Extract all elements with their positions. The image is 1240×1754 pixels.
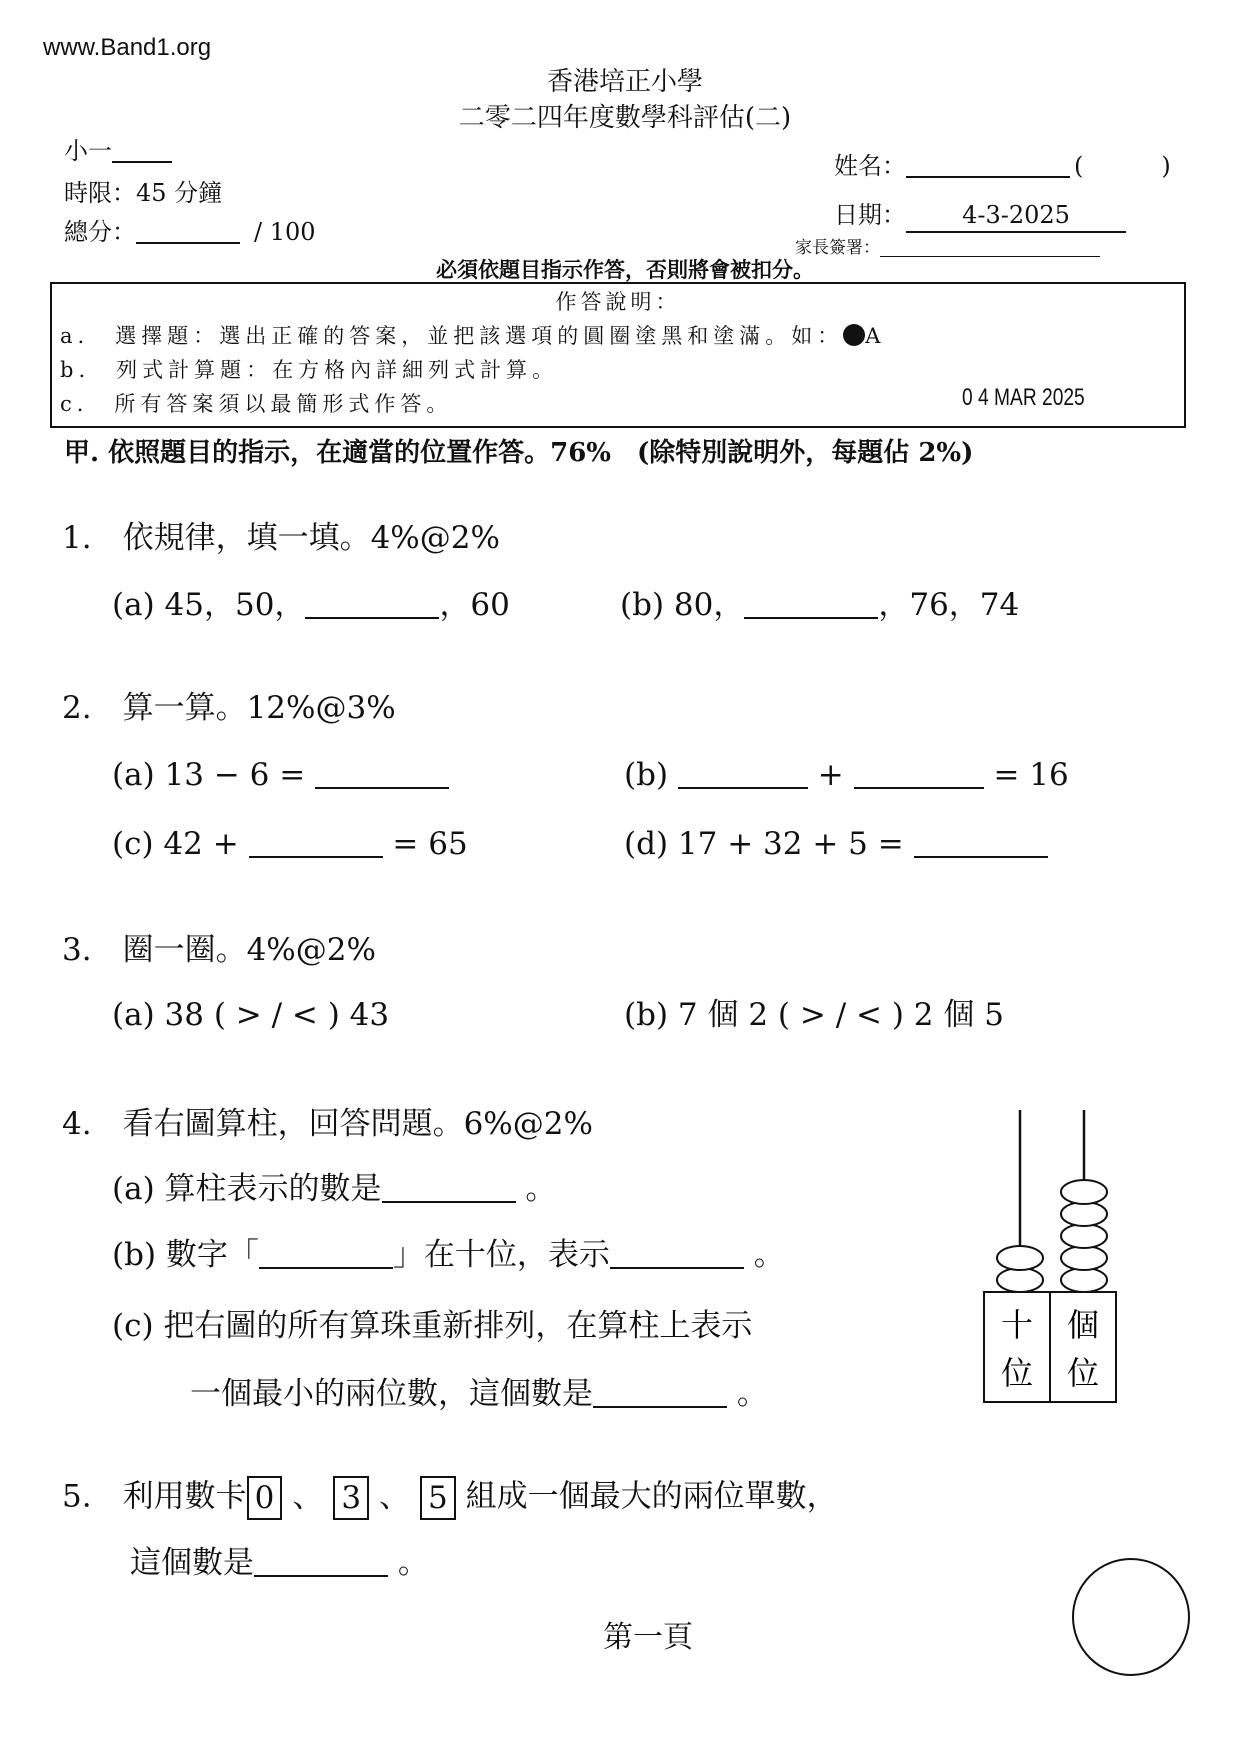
instructions-title: 作答說明： [555, 290, 681, 314]
q2c [112, 824, 468, 864]
q2c-label: (c) [112, 826, 154, 862]
q4c-line2-row [190, 1374, 768, 1414]
q2b-plus: + [817, 757, 844, 793]
q2d-label: (d) [624, 826, 669, 862]
q1b-pre: 80， [673, 587, 745, 623]
q4a [112, 1169, 556, 1209]
q1a-pre: 45，50， [164, 587, 306, 623]
score-blank[interactable] [136, 220, 240, 244]
page-number: 第一頁 [603, 1620, 693, 1655]
q5-answer-blank[interactable] [254, 1547, 388, 1577]
q5-end: 。 [397, 1545, 429, 1581]
ones-label-2: 位 [1066, 1354, 1100, 1392]
date-stamp: 0 4 MAR 2025 [962, 384, 1085, 411]
date-field [834, 199, 1126, 233]
tens-bead [997, 1268, 1043, 1292]
score-label: 總分： [64, 218, 136, 246]
q4a-label: (a) [112, 1171, 155, 1207]
q1b [620, 585, 1019, 625]
name-blank[interactable] [906, 154, 1070, 178]
ones-bead [1061, 1246, 1107, 1270]
class-blank[interactable] [112, 139, 172, 163]
q4b-value-blank[interactable] [610, 1239, 744, 1269]
q5-sep: 、 [292, 1478, 324, 1515]
q2c-answer-blank[interactable] [249, 828, 383, 858]
abacus-diagram [980, 1100, 1120, 1410]
tens-label-2: 位 [1000, 1354, 1034, 1392]
instruction-c: c. 所有答案須以最簡形式作答。 [60, 392, 453, 416]
q5 [62, 1476, 838, 1520]
score-circle [1072, 1558, 1190, 1676]
instruction-a-text: a. 選擇題：選出正確的答案，並把該選項的圓圈塗黑和塗滿。如： [60, 324, 844, 348]
score-total: / 100 [254, 218, 316, 246]
q1b-label: (b) [620, 587, 665, 623]
q2b-label: (b) [624, 757, 669, 793]
ones-bead [1061, 1268, 1107, 1292]
q3a-label: (a) [112, 997, 155, 1033]
q5-sep: 、 [379, 1478, 411, 1515]
q2d [624, 824, 1048, 864]
q4b [112, 1235, 785, 1275]
q5-post: 組成一個最大的兩位單數， [465, 1478, 838, 1515]
section-heading: 甲. 依照題目的指示，在適當的位置作答。76% (除特別說明外，每題佔 2%) [64, 438, 974, 468]
instruction-a [60, 320, 885, 350]
q4c [112, 1306, 752, 1346]
q2a [112, 755, 449, 795]
q4a-answer-blank[interactable] [382, 1173, 516, 1203]
q2b-blank-1[interactable] [678, 759, 808, 789]
q4b-mid: 」在十位，表示 [392, 1237, 610, 1273]
parent-sign-label: 家長簽署： [795, 238, 880, 258]
exam-title: 二零二四年度數學科評估(二) [458, 103, 792, 133]
number-card: 0 [247, 1476, 283, 1520]
q3a [112, 995, 389, 1035]
q4c-end: 。 [736, 1376, 768, 1412]
q4c-line2: 一個最小的兩位數，這個數是 [190, 1376, 593, 1412]
q2a-answer-blank[interactable] [315, 759, 449, 789]
time-label: 時限： [64, 179, 136, 207]
q5-line2: 這個數是 [130, 1545, 254, 1581]
name-field [834, 150, 1181, 182]
q4a-end: 。 [525, 1171, 557, 1207]
q2a-label: (a) [112, 757, 155, 793]
date-value: 4-3-2025 [906, 199, 1126, 233]
example-letter: A [865, 324, 886, 348]
q1-title: 1. 依規律，填一填。4%@2% [62, 520, 500, 556]
ones-bead [1061, 1180, 1107, 1204]
q2d-text: 17 + 32 + 5 = [677, 826, 904, 862]
q3b-label: (b) [624, 997, 669, 1033]
q3b-choice[interactable]: 7 個 2 ( > / < ) 2 個 5 [677, 997, 1004, 1033]
warning-text: 必須依題目指示作答，否則將會被扣分。 [436, 257, 814, 282]
q4c-label: (c) [112, 1308, 154, 1344]
q2c-post: = 65 [392, 826, 468, 862]
q4b-digit-blank[interactable] [259, 1239, 393, 1269]
q1b-post: ，76，74 [878, 587, 1020, 623]
q4b-pre: 數字「 [165, 1237, 259, 1273]
q2c-pre: 42 + [163, 826, 239, 862]
school-name: 香港培正小學 [546, 67, 703, 97]
score-field [64, 216, 316, 248]
class-label: 小一 [64, 137, 112, 165]
instructions-box [50, 282, 1186, 428]
q2a-text: 13 − 6 = [164, 757, 306, 793]
q4-title: 4. 看右圖算柱，回答問題。6%@2% [62, 1106, 593, 1142]
q2d-answer-blank[interactable] [914, 828, 1048, 858]
q3-title: 3. 圈一圈。4%@2% [62, 932, 376, 968]
ones-label-1: 個 [1066, 1306, 1100, 1344]
number-card: 3 [333, 1476, 369, 1520]
q1a-label: (a) [112, 587, 155, 623]
ones-bead [1061, 1224, 1107, 1248]
q4c-line1: 把右圖的所有算珠重新排列，在算柱上表示 [163, 1308, 753, 1344]
instruction-b: b. 列式計算題：在方格內詳細列式計算。 [60, 358, 559, 382]
q5-pre: 5. 利用數卡 [62, 1478, 247, 1515]
q3b [624, 995, 1004, 1035]
time-limit [64, 177, 222, 209]
q5-line2-row [130, 1543, 429, 1583]
tens-bead [997, 1246, 1043, 1270]
q4c-answer-blank[interactable] [593, 1378, 727, 1408]
q4b-label: (b) [112, 1237, 157, 1273]
class-number-paren: ( ) [1074, 152, 1181, 180]
q1a [112, 585, 510, 625]
class-field [64, 135, 172, 167]
filled-circle-icon [843, 324, 865, 346]
q2b [624, 755, 1069, 795]
q2b-eq: = 16 [993, 757, 1069, 793]
q2b-blank-2[interactable] [854, 759, 984, 789]
q4b-end: 。 [753, 1237, 785, 1273]
q4a-text: 算柱表示的數是 [164, 1171, 382, 1207]
q2-title: 2. 算一算。12%@3% [62, 690, 396, 726]
number-card: 5 [420, 1476, 456, 1520]
q1a-answer-blank[interactable] [305, 589, 439, 619]
name-label: 姓名： [834, 152, 906, 180]
date-label: 日期： [834, 201, 906, 229]
tens-label-1: 十 [1000, 1306, 1034, 1344]
watermark: www.Band1.org [43, 34, 212, 61]
q1a-post: ，60 [439, 587, 510, 623]
q1b-answer-blank[interactable] [744, 589, 878, 619]
time-value: 45 分鐘 [136, 179, 223, 207]
q3a-choice[interactable]: 38 ( > / < ) 43 [164, 997, 390, 1033]
ones-bead [1061, 1202, 1107, 1226]
